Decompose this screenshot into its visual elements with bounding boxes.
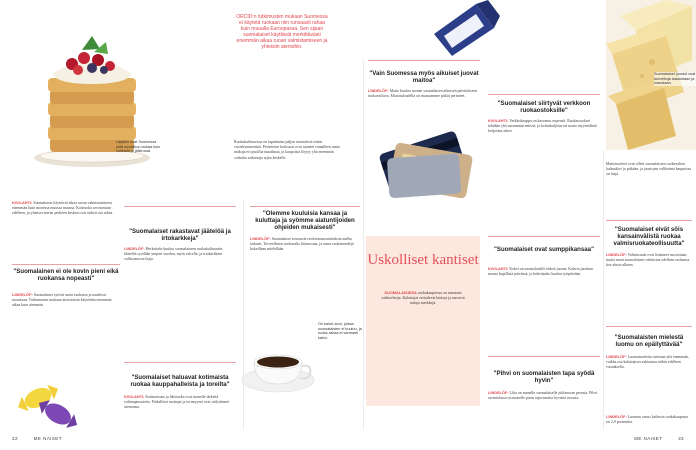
s6-body	[488, 118, 600, 135]
col1-text: Suomalaiset käyttävät aikaa ruoan valmistamiseen enemmän kuin monessa muussa maassa. Kotiruoka arvostetaan edelleen, ja yhteiset ateriat perheen kesken ovat tärkeä osa arkea.	[12, 201, 114, 216]
s9-body	[606, 252, 692, 269]
s7-rule	[488, 236, 600, 237]
s9-text: Valmisruoat ovat lisänneet suosiotaan, mutta moni suomalainen valmistaa edelleen ruokansa itse alusta alkaen.	[606, 253, 690, 268]
s2-text: Herkuttelu kuuluu suomalaiseen ruokakulttuuriin. Jäätelöä syödään ympäri vuoden, myös talvella, ja irtokarkkien valikoima on laaja.	[124, 247, 224, 262]
s8-rule	[488, 356, 600, 357]
s7-lead: KIVILAHTI:	[488, 266, 509, 271]
coffee-cup-photo	[238, 330, 320, 400]
candy-illustration	[10, 368, 90, 440]
s3-rule	[124, 362, 236, 363]
s4-rule	[250, 206, 360, 207]
s8-body	[488, 390, 600, 401]
milk-bottle-illustration	[430, 0, 504, 56]
col1-intro	[12, 200, 120, 217]
prices-body	[376, 290, 470, 307]
s2-rule	[124, 206, 236, 207]
prices-lead: SUOMALAISISSA	[384, 290, 417, 295]
s6-heading: "Suomalaiset siirtyvät verkkoon ruokaostoksille"	[497, 100, 591, 114]
s2-heading: "Suomalaiset rakastavat jäätelöä ja irtokarkkeja"	[129, 228, 231, 242]
footer-left	[12, 436, 62, 441]
s5-heading: "Vain Suomessa myös aikuiset juovat maitoa"	[369, 70, 479, 84]
s7-text: Kahvi on suomalaisille tärkeä juoma. Kahvia juodaan monta kupillista päivässä, ja kahvitauko kuuluu työpäivään.	[488, 267, 593, 277]
col5-intro: Maitotuotteet ovat olleet suomalaisten ruokavalion kulmakivi jo pitkään, ja juustojen valikoima kaupoissa on laaja.	[606, 162, 692, 177]
ending-lead: LINDELÖF:	[606, 414, 627, 419]
column-divider-2	[363, 60, 364, 430]
s2-lead: LINDELÖF:	[124, 246, 145, 251]
ending-body	[606, 414, 692, 425]
right-page-number: 33	[678, 436, 684, 441]
prices-box	[366, 236, 480, 406]
s6-text: Verkkokauppa on kasvanut nopeasti. Ruokaostokset tehdään yhä useammin netissä, ja kotiinkuljetus tai nouto myymälästä helpottaa arkea.	[488, 119, 597, 134]
s9-lead: LINDELÖF:	[606, 252, 627, 257]
s7-heading: "Suomalaiset ovat sumppikansaa"	[494, 246, 594, 253]
s5-body	[368, 88, 480, 99]
coffee-caption: On kalori-arvo, joissa suomalaisten ei kuuluu, ja ruoka-rahaa ei varmasti kahvi.	[318, 322, 362, 340]
s3-text: Kotimaisuus ja lähiruoka ovat monelle tärkeitä valintaperusteita. Paikalliset tuottajat ja torimyynti ovat säilyttäneet asemansa.	[124, 395, 230, 410]
ending-text: Luomun osuus kaikesta ruokakaupasta on 2,9 prosenttia.	[606, 415, 688, 425]
prices-title: Uskolliset kantiset	[367, 252, 479, 268]
col2-intro: Ruokakulttuurissa on tapahtunut paljon muutoksia viime vuosikymmeninä. Perinteiset kotiruoat ovat saaneet rinnalleen uusia makuja eri puolilta maailmaa, ja kaupoista löytyy yhä enemmän valmiita ratkaisuja arjen keskelle.	[234, 140, 340, 160]
col1-lead: KIVILAHTI:	[12, 200, 34, 205]
credit-cards-illustration	[370, 128, 476, 202]
s1-heading: "Suomalainen ei ole kovin pieni eikä ruokansa nopeasti"	[13, 268, 119, 282]
s1-rule	[12, 264, 120, 265]
s4-text: Suomalaiset seuraavat ravitsemussuosituksia melko tarkasti. Terveellinen ruokavalio kiinnostaa, ja uusia ruokatrendejä kokeillaan mielellään.	[250, 237, 354, 252]
s4-lead: LINDELÖF:	[250, 236, 271, 241]
s8-heading: "Pihvi on suomalaisten tapa syödä hyvin"	[493, 370, 595, 384]
prices-text: ruokakaupoissa on runsaasti vaihtoehtoja. Kuluttajat vertailevat hintoja ja suosivat tuttuja merkkejä.	[381, 291, 465, 306]
s4-heading: "Olemme kuuluisia kansaa ja kuluttaja ja syömme aiatuntijoiden ohjeiden mukaisesti"	[255, 210, 355, 231]
s2-body	[124, 246, 236, 263]
s1-text: Suomalaiset syövät usein rauhassa ja nauttivat ruoastaan. Tutkimusten mukaan ateriointiin käytetään enemmän aikaa kuin aiemmin.	[12, 293, 112, 308]
s10-heading: "Suomalaisten mielestä luomu on epäilyttävää"	[614, 334, 684, 348]
s3-body	[124, 394, 236, 411]
s6-rule	[488, 94, 600, 95]
left-page-number: 32	[12, 436, 18, 441]
s4-body	[250, 236, 360, 253]
s10-body	[606, 354, 692, 371]
s9-rule	[606, 220, 692, 221]
s7-body	[488, 266, 600, 277]
s10-rule	[606, 326, 692, 327]
s10-lead: LINDELÖF:	[606, 354, 627, 359]
s6-lead: KIVILAHTI:	[488, 118, 509, 123]
intro-pullquote: ORCID:n tutkimusten mukaan Suomessa ei käytetä ruokaan niin runsaasti rahaa kuin muualla Euroopassa. Sen sijaan suomalaiset käyttävät merkittävästi enemmän aikaa ruoan valmistamiseen ja yhteisiin aterioihin.	[236, 14, 328, 50]
s5-lead: LINDELÖF:	[368, 88, 389, 93]
s8-lead: LINDELÖF:	[488, 390, 509, 395]
cheese-caption: Suomalaiset juustot ovat tunnettuja laadustaan ja maustaan.	[654, 72, 696, 86]
pancake-caption: Lätytkin ovat Suomessa yhtä suosittua ruokaa kuin voileivät ja jälkiruoat.	[116, 140, 161, 154]
right-brand: ME NAISET	[634, 436, 663, 441]
column-divider-3	[603, 150, 604, 430]
s8-text: Liha on monelle suomalaiselle juhlaruoan perusta. Pihvi ravintolassa on monelle paras tapa nauttia hyvästä ruoasta.	[488, 391, 598, 401]
s5-text: Maito kuuluu monen suomalaisen aikuisen päivittäiseen ruokavalioon. Maitotaloudella on maassamme pitkät perinteet.	[368, 89, 478, 99]
footer-right	[634, 436, 684, 441]
left-brand: ME NAISET	[33, 436, 62, 441]
s9-heading: "Suomalaiset eivät söis kansainvälistä ruokaa valmisruokateollisuutta"	[613, 226, 685, 247]
s1-body: LINDELÖF: Suomalaiset syövät usein rauhassa ja nauttivat ruoastaan. Tutkimusten mukaan ateriointiin käytetään enemmän aikaa kuin aiemmin.	[12, 292, 112, 308]
s3-lead: KIVILAHTI:	[124, 394, 145, 399]
s10-text: Luomutuotteita ostetaan yhä enemmän, vaikka osa kuluttajista suhtautuu niihin edelleen varauksella.	[606, 355, 690, 370]
s5-rule	[368, 60, 480, 61]
s3-heading: "Suomalaiset haluavat kotimaista ruokaa kauppahalleista ja toreilta"	[130, 374, 230, 388]
